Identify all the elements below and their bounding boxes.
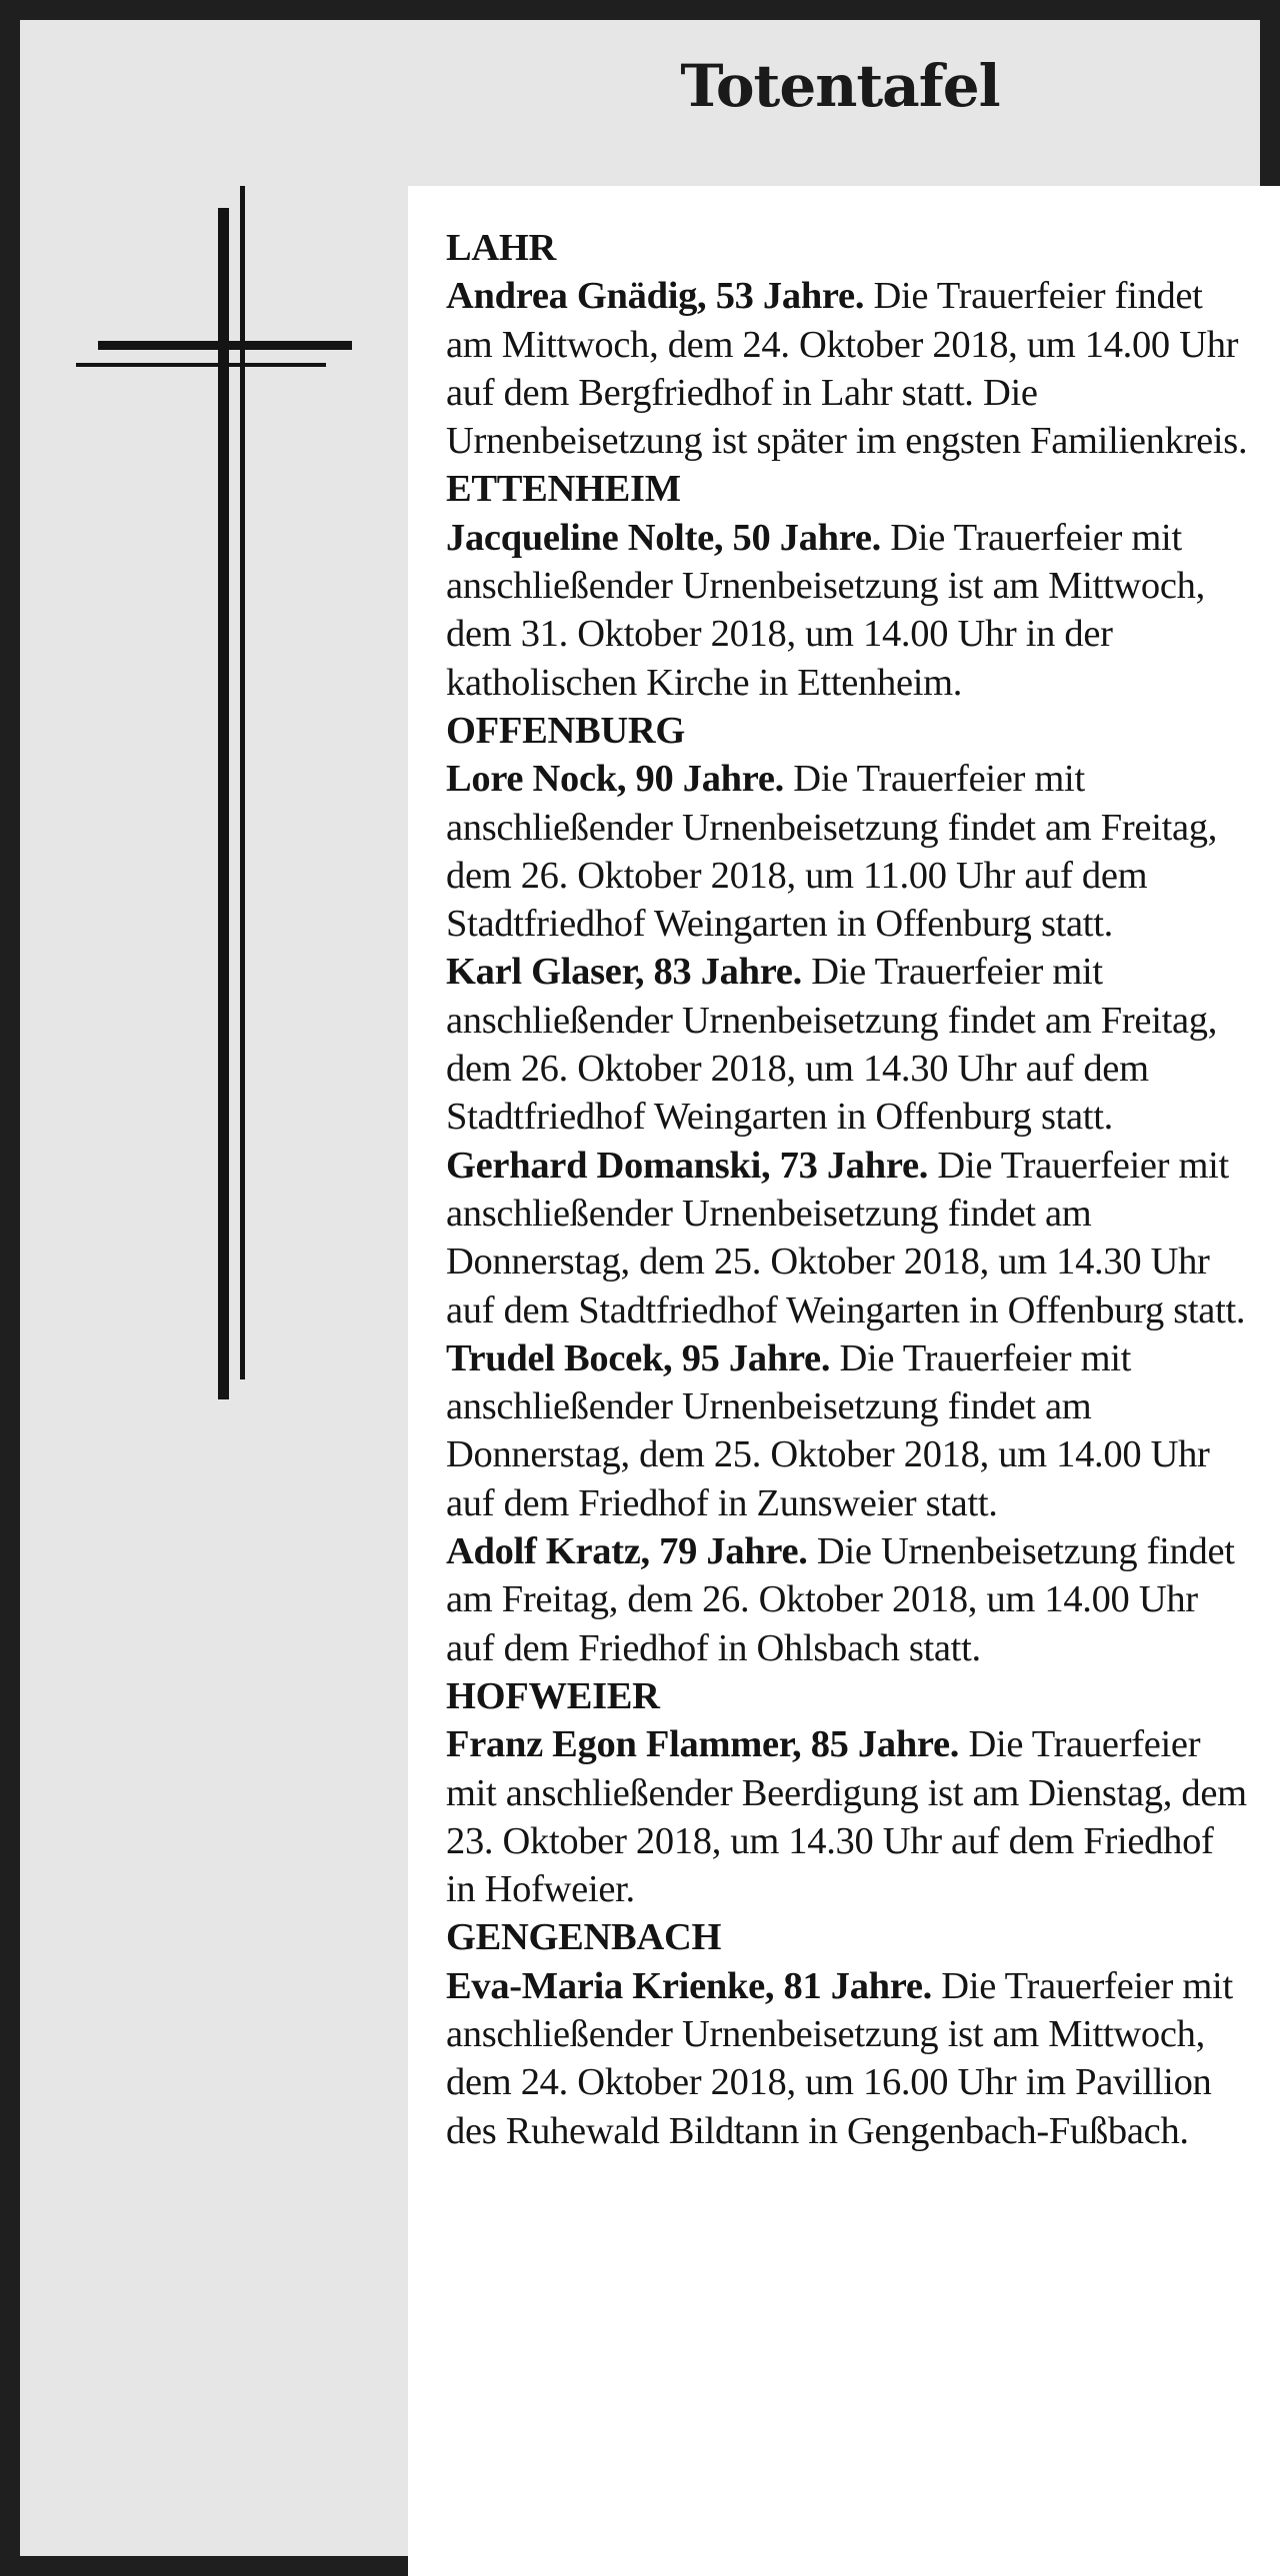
notice-text: Die Trauerfeier mit anschließender Urnenbeisetzung ist am Mittwoch, dem 24. Oktober 2018, um 16.00 Uhr im Pavillion des Ruhewald Bildtann in Gengenbach-Fußbach.: [446, 1964, 1233, 2152]
notice-text: Die Trauerfeier mit anschließender Urnenbeisetzung findet am Freitag, dem 26. Oktober 2018, um 14.30 Uhr auf dem Stadtfriedhof Weingarten in Offenburg statt.: [446, 951, 1218, 1139]
cross-thick-horizontal-bar: [98, 341, 352, 350]
cross-thick-vertical-bar: [218, 208, 229, 1399]
deceased-name: Gerhard Domanski, 73 Jahre.: [446, 1144, 929, 1187]
town-heading: GENGENBACH: [446, 1916, 722, 1959]
cross-icon: [68, 170, 368, 1429]
obituary-notice: [446, 1962, 1250, 2155]
deceased-name: Eva-Maria Krienke, 81 Jahre.: [446, 1964, 932, 2007]
deceased-name: Andrea Gnädig, 53 Jahre.: [446, 275, 865, 318]
obituary-notice: [446, 514, 1250, 707]
obituary-notice: [446, 1142, 1250, 1334]
deceased-name: Adolf Kratz, 79 Jahre.: [446, 1530, 808, 1573]
obituary-notice: [446, 755, 1250, 948]
cross-thin-horizontal-bar: [76, 363, 326, 367]
town-heading: OFFENBURG: [446, 709, 685, 752]
notice-text: Die Trauerfeier mit anschließender Beerdigung ist am Dienstag, dem 23. Oktober 2018, um 14.30 Uhr auf dem Friedhof in Hofweier.: [446, 1723, 1247, 1911]
notice-text: Die Trauerfeier mit anschließender Urnenbeisetzung findet am Freitag, dem 26. Oktober 2018, um 11.00 Uhr auf dem Stadtfriedhof Weingarten in Offenburg statt.: [446, 758, 1218, 946]
obituary-notice: [446, 1334, 1250, 1527]
obituary-notice: [446, 1720, 1250, 1913]
deceased-name: Trudel Bocek, 95 Jahre.: [446, 1336, 831, 1379]
deceased-name: Jacqueline Nolte, 50 Jahre.: [446, 516, 881, 559]
town-heading: LAHR: [446, 227, 557, 269]
page-title: Totentafel: [680, 52, 1000, 120]
deceased-name: Franz Egon Flammer, 85 Jahre.: [446, 1723, 960, 1766]
notice-text: Die Trauerfeier findet am Mittwoch, dem 24. Oktober 2018, um 14.00 Uhr auf dem Bergfriedhof in Lahr statt. Die Urnenbeisetzung ist später im engsten Familienkreis.: [446, 275, 1248, 463]
notice-text: Die Urnenbeisetzung findet am Freitag, dem 26. Oktober 2018, um 14.00 Uhr auf dem Friedhof in Ohlsbach statt.: [446, 1530, 1235, 1669]
notice-text: Die Trauerfeier mit anschließender Urnenbeisetzung findet am Donnerstag, dem 25. Oktober 2018, um 14.30 Uhr auf dem Stadtfriedhof Weingarten in Offenburg statt.: [446, 1144, 1246, 1331]
notice-text: Die Trauerfeier mit anschließender Urnenbeisetzung ist am Mittwoch, dem 31. Oktober 2018, um 14.00 Uhr in der katholischen Kirche in Ettenheim.: [446, 516, 1205, 704]
notice-text: Die Trauerfeier mit anschließender Urnenbeisetzung findet am Donnerstag, dem 25. Oktober 2018, um 14.00 Uhr auf dem Friedhof in Zunsweier statt.: [446, 1336, 1210, 1524]
notices-list: [446, 224, 1250, 2155]
town-heading: ETTENHEIM: [446, 468, 681, 511]
obituary-notice: [446, 272, 1250, 465]
obituary-notice: [446, 948, 1250, 1141]
town-heading: HOFWEIER: [446, 1674, 660, 1717]
obituary-notice: [446, 1527, 1250, 1672]
deceased-name: Karl Glaser, 83 Jahre.: [446, 951, 802, 994]
notices-panel: [408, 186, 1280, 2576]
deceased-name: Lore Nock, 90 Jahre.: [446, 758, 784, 801]
